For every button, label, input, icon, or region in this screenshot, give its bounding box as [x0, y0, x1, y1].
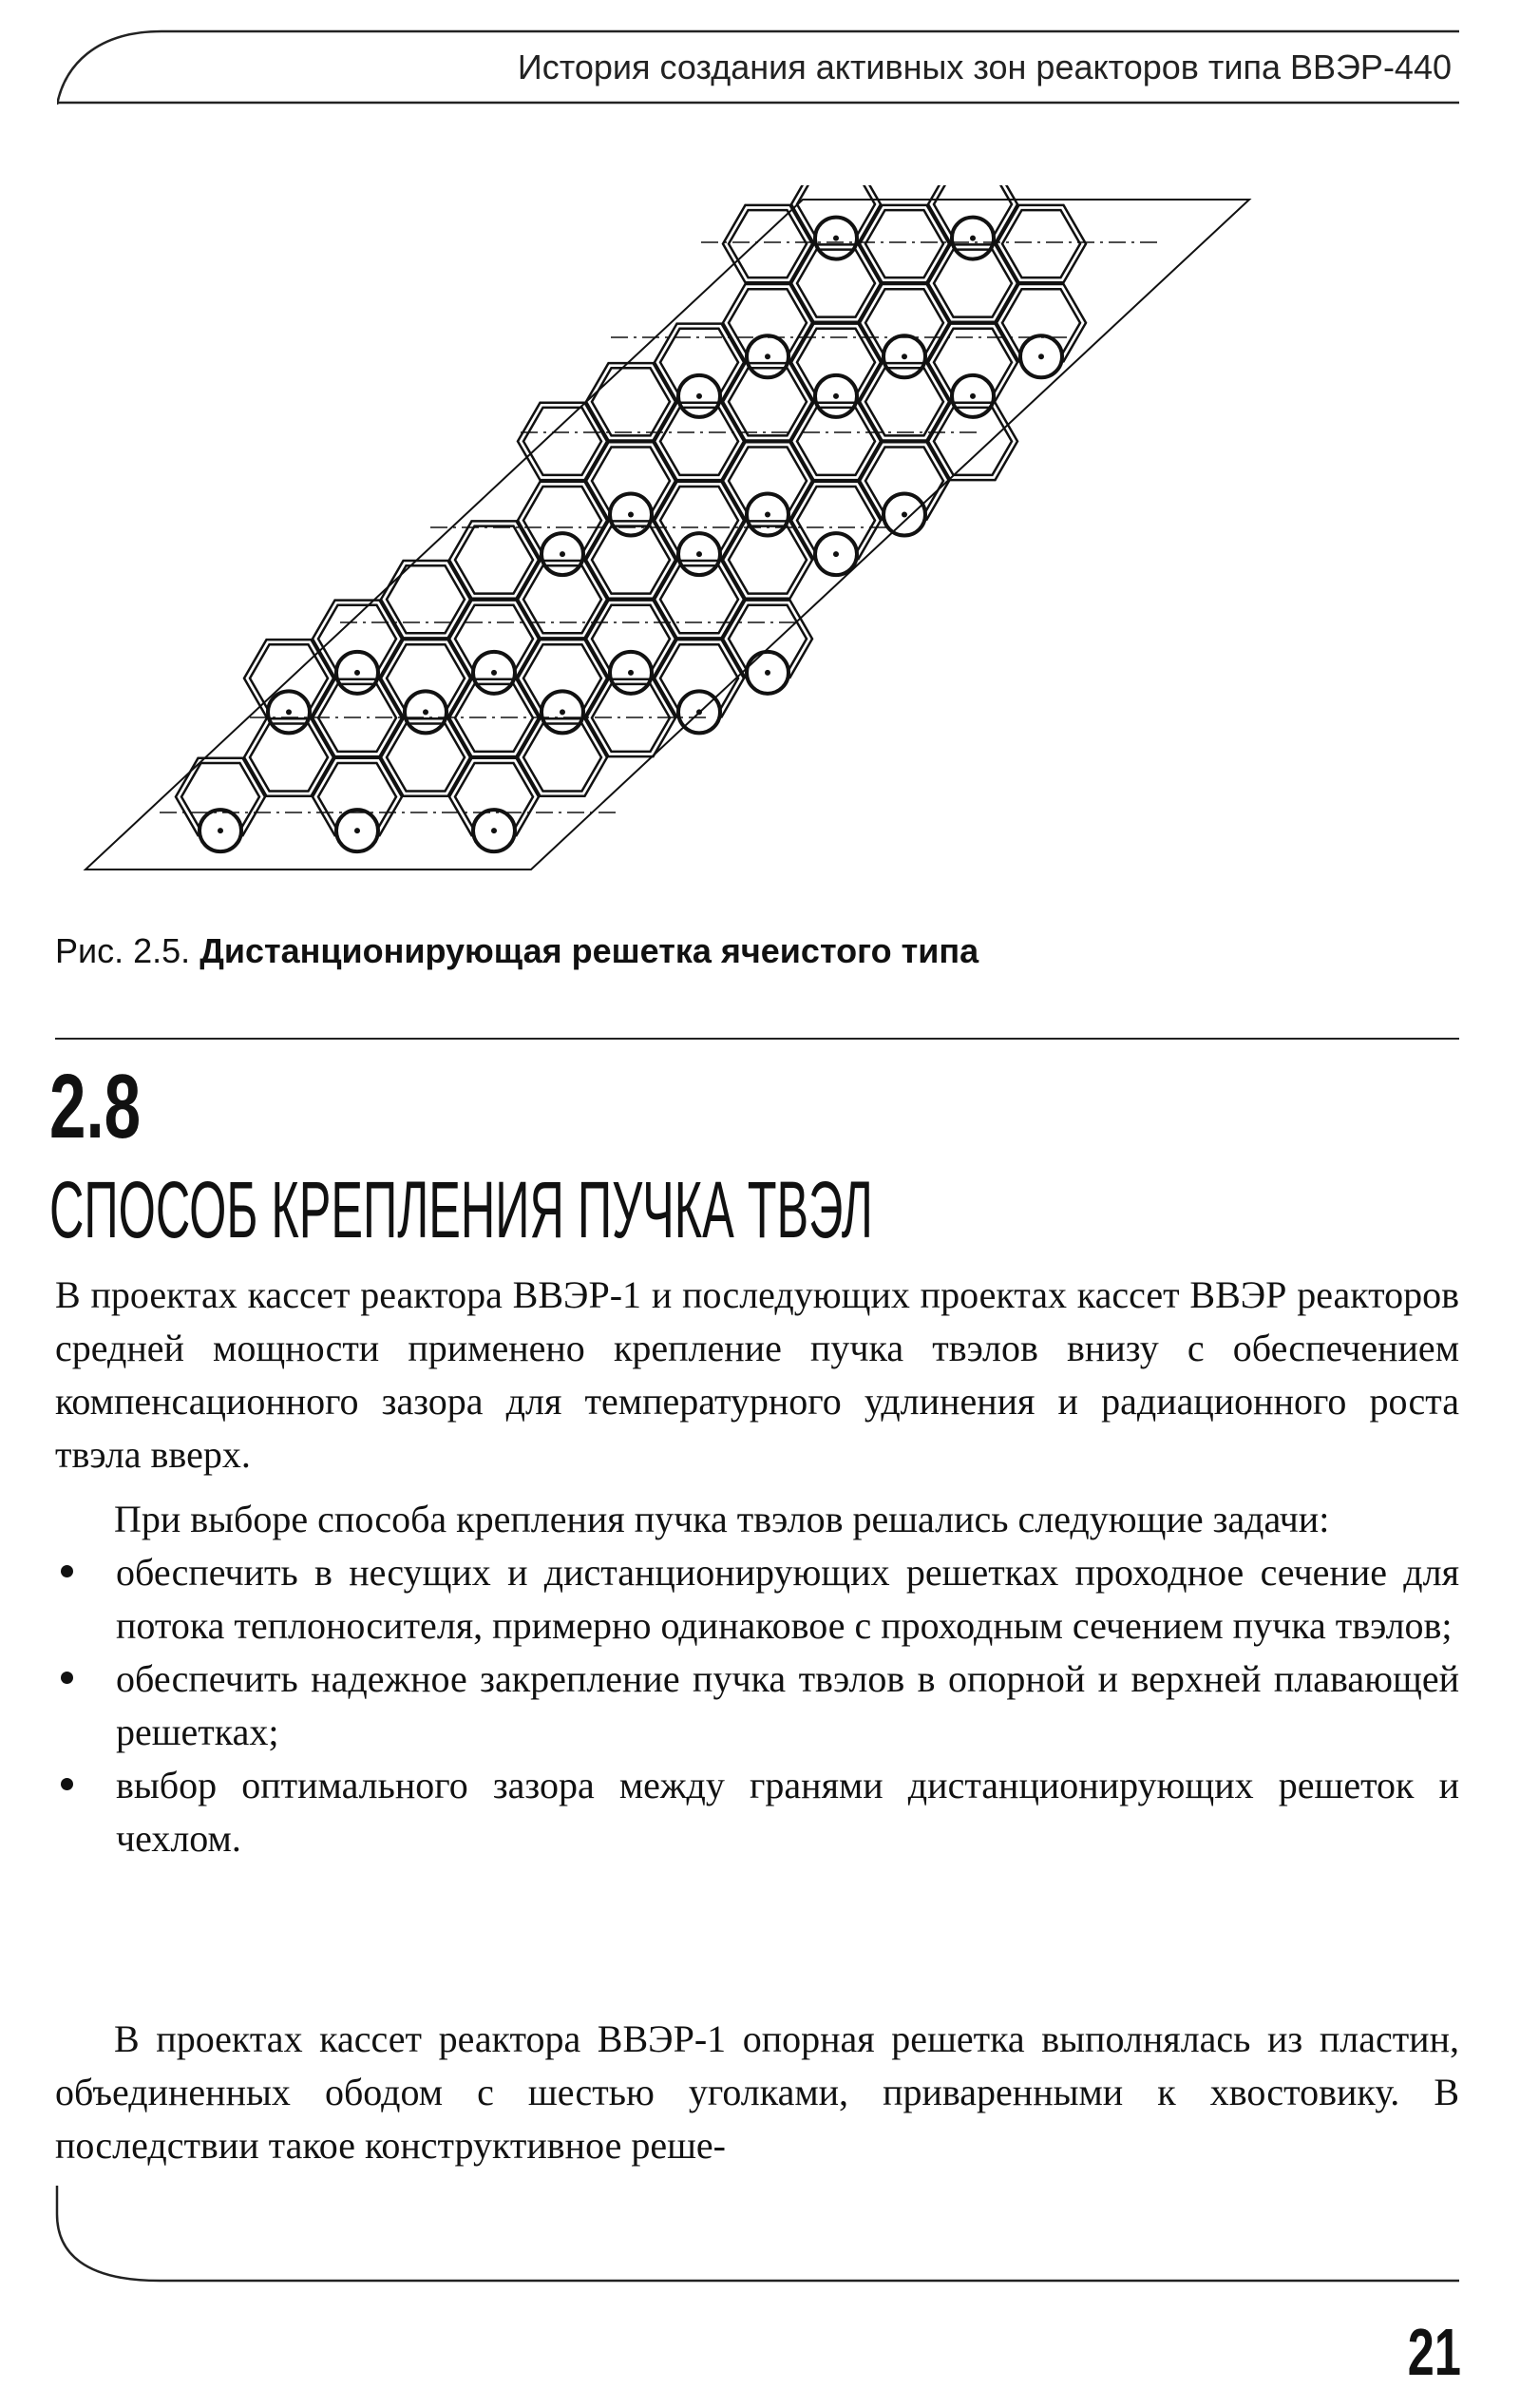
footer-decoration — [55, 2186, 1461, 2290]
hex-cell-wall — [1002, 210, 1080, 277]
hex-cell-wall — [729, 210, 807, 277]
hex-cell-wall — [455, 526, 533, 594]
grid-cells — [176, 185, 1086, 851]
fuel-rod-center — [833, 236, 839, 241]
fuel-rod-center — [560, 551, 565, 557]
paragraph-2: При выборе способа крепления пучка твэлов решались следующие задачи: — [114, 1498, 1330, 1540]
section-title: СПОСОБ КРЕПЛЕНИЯ ПУЧКА ТВЭЛ — [49, 1165, 873, 1254]
hexagonal-spacer-grid-drawing — [48, 185, 1273, 908]
fuel-rod-center — [902, 512, 907, 518]
fuel-rod-center — [833, 393, 839, 399]
list-item: обеспечить в несущих и дистанционирующих решетках проходное сечение для потока теплоносителя, примерно одинаковое с проходным сечением пучка твэлов; — [55, 1546, 1459, 1653]
fuel-rod-center — [1038, 354, 1044, 359]
hex-cell-wall — [523, 408, 601, 475]
task-list — [55, 1546, 1459, 1865]
page-number: 21 — [1407, 2315, 1461, 2389]
running-title: История создания активных зон реакторов типа ВВЭР-440 — [517, 48, 1452, 86]
fuel-rod-center — [491, 670, 497, 676]
figure-caption-text: Дистанционирующая решетка ячеистого типа — [200, 931, 979, 970]
body-text-top — [55, 1269, 1459, 1865]
section-number: 2.8 — [49, 1056, 142, 1157]
fuel-rod-center — [286, 709, 292, 715]
fuel-rod-center — [560, 709, 565, 715]
paragraph-1: В проектах кассет реактора ВВЭР-1 и последующих проектах кассет ВВЭР реакторов средней мощности применено крепление пучка твэлов внизу с обеспечением компенсационного зазора для температурного удлинения и радиационного роста твэла вверх. — [55, 1273, 1459, 1476]
fuel-rod-center — [765, 512, 770, 518]
figure-caption — [55, 931, 1385, 971]
fuel-rod-center — [628, 512, 634, 518]
fuel-rod-center — [218, 828, 223, 833]
fuel-rod-center — [970, 393, 976, 399]
body-text-bottom — [55, 2013, 1459, 2172]
fuel-rod-center — [970, 236, 976, 241]
figure-spacer-grid — [48, 185, 1273, 908]
fuel-rod-center — [765, 354, 770, 359]
fuel-rod-center — [902, 354, 907, 359]
fuel-rod-center — [696, 551, 702, 557]
fuel-rod-center — [491, 828, 497, 833]
paragraph-3: В проектах кассет реактора ВВЭР-1 опорная решетка выполнялась из пластин, объединенных ободом с шестью уголками, приваренными к хвостовику. В последствии такое конструктивное реше- — [55, 2017, 1459, 2167]
bullet-icon — [61, 1778, 73, 1790]
bullet-icon — [61, 1565, 73, 1577]
list-item: обеспечить надежное закрепление пучка твэлов в опорной и верхней плавающей решетках; — [55, 1653, 1459, 1759]
bullet-icon — [61, 1672, 73, 1684]
running-header — [57, 29, 1459, 106]
fuel-rod-center — [833, 551, 839, 557]
fuel-rod-center — [423, 709, 428, 715]
fuel-rod-center — [354, 670, 360, 676]
hex-cell-wall — [865, 210, 943, 277]
figure-label: Рис. 2.5. — [55, 931, 191, 970]
section-divider — [55, 1038, 1459, 1040]
fuel-rod-center — [628, 670, 634, 676]
list-item: выбор оптимального зазора между гранями дистанционирующих решеток и чехлом. — [55, 1759, 1459, 1865]
fuel-rod-center — [696, 393, 702, 399]
hex-cell-wall — [592, 368, 670, 435]
fuel-rod-center — [765, 670, 770, 676]
fuel-rod-center — [354, 828, 360, 833]
